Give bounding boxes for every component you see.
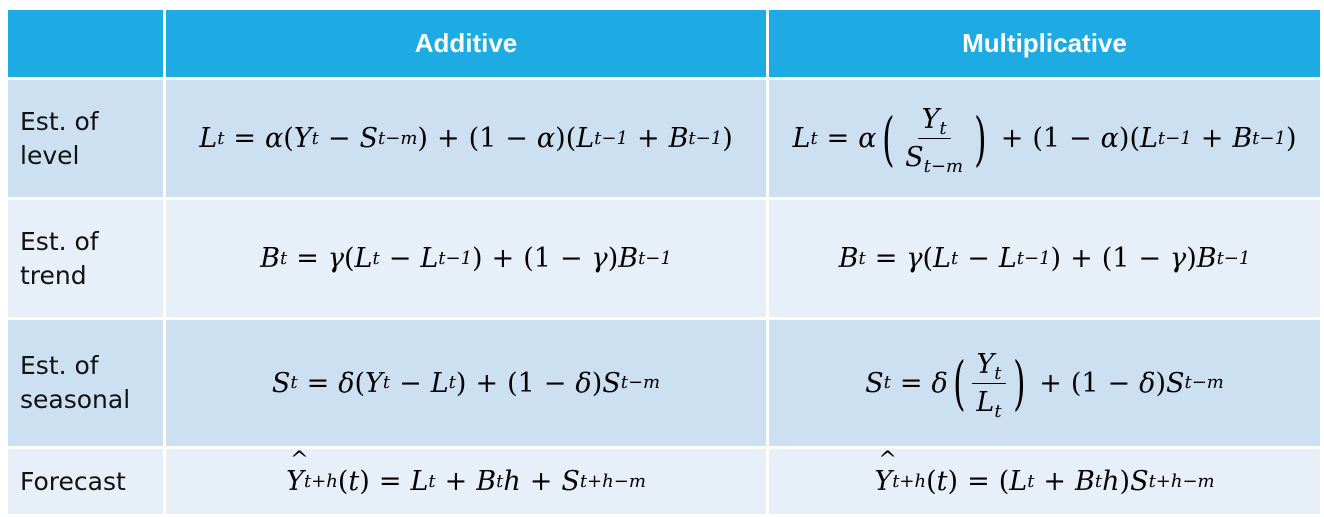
header-empty-cell — [8, 10, 163, 77]
formula-additive-forecast: ^ Y t+h ( t ) = L t + B t h + S t+h−m — [166, 449, 766, 514]
formula-additive-level: L t = α ( Y t − S t−m ) + (1 − α )( L t−1 + B t−1 ) — [166, 80, 766, 197]
formula-additive-trend: B t = γ ( L t − L t−1 ) + (1 − γ ) B t−1 — [166, 200, 766, 317]
row-label-seasonal: Est. of seasonal — [8, 320, 163, 446]
formula-multiplicative-seasonal: S t = δ ( $\frac{Y_t}{L_t}$ ) + (1 − δ ) S t−m — [769, 320, 1320, 446]
formula-additive-seasonal: S t = δ ( Y t − L t ) + (1 − δ ) S t−m — [166, 320, 766, 446]
header-additive: Additive — [166, 10, 766, 77]
row-label-trend: Est. of trend — [8, 200, 163, 317]
row-label-level: Est. of level — [8, 80, 163, 197]
holt-winters-table — [8, 10, 1314, 514]
formula-multiplicative-trend: B t = γ ( L t − L t−1 ) + (1 − γ ) B t−1 — [769, 200, 1320, 317]
row-label-forecast: Forecast — [8, 449, 163, 514]
formula-multiplicative-level: L t = α ( $\frac{Y_t}{S_{t-m}}$ ) + (1 − α )( L t−1 + B t−1 ) — [769, 80, 1320, 197]
formula-multiplicative-forecast: ^ Y t+h ( t ) = ( L t + B t h ) S t+h−m — [769, 449, 1320, 514]
header-multiplicative: Multiplicative — [769, 10, 1320, 77]
